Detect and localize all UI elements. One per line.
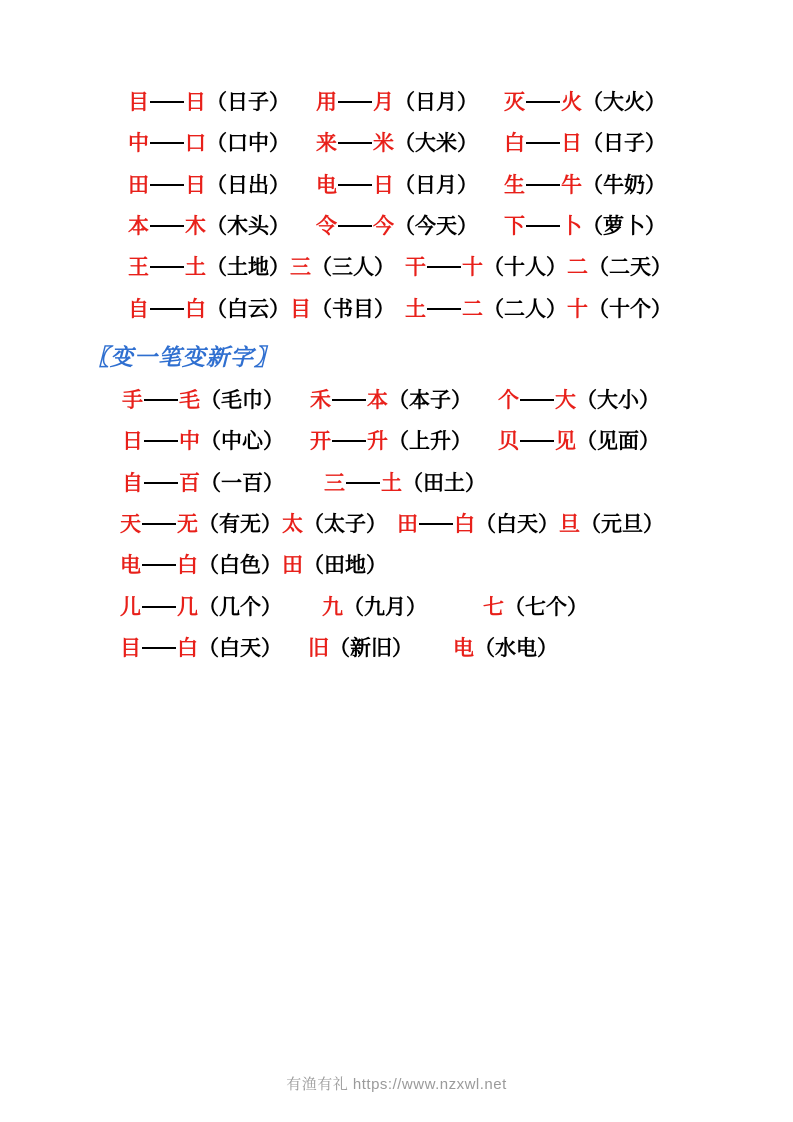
- arrow-dash: [150, 225, 184, 227]
- word-note: （日月）: [394, 172, 478, 197]
- source-char: 开: [310, 429, 331, 454]
- word-note: （白色）: [198, 553, 282, 578]
- word-note: （日子）: [206, 90, 290, 114]
- char-row: [60, 427, 733, 455]
- char-row: [60, 469, 733, 497]
- char-pair: [316, 129, 478, 157]
- arrow-dash: [526, 142, 560, 144]
- source-char: 七: [483, 594, 504, 619]
- arrow-dash: [526, 225, 560, 227]
- char-pair: [128, 129, 290, 157]
- target-char: 火: [561, 90, 582, 114]
- char-row: [60, 129, 733, 157]
- word-note: （九月）: [343, 594, 427, 619]
- source-char: 田: [397, 512, 418, 537]
- arrow-dash: [419, 523, 453, 525]
- source-char: 日: [122, 429, 143, 454]
- char-pair: [316, 88, 478, 116]
- word-note: （一百）: [200, 470, 284, 495]
- source-char: 自: [128, 296, 149, 321]
- arrow-dash: [142, 647, 176, 649]
- source-char: 目: [120, 636, 141, 661]
- word-note: （大米）: [394, 131, 478, 156]
- char-pair: [504, 171, 666, 199]
- target-char: 日: [561, 131, 582, 156]
- target-char: 日: [185, 172, 206, 197]
- char-pair: [128, 212, 290, 240]
- target-char: 日: [373, 172, 394, 197]
- char-pair: [405, 295, 567, 323]
- source-char: 三: [324, 470, 345, 495]
- arrow-dash: [427, 308, 461, 310]
- arrow-dash: [150, 184, 184, 186]
- source-char: 生: [504, 172, 525, 197]
- char-single: [483, 593, 588, 621]
- target-char: 中: [179, 429, 200, 454]
- arrow-dash: [150, 101, 184, 103]
- arrow-dash: [150, 308, 184, 310]
- word-note: （中心）: [200, 429, 284, 454]
- target-char: 十: [462, 255, 483, 280]
- arrow-dash: [144, 482, 178, 484]
- word-note: （牛奶）: [582, 172, 666, 197]
- char-pair: [498, 386, 660, 414]
- char-row: [60, 88, 733, 116]
- source-char: 目: [290, 296, 311, 321]
- char-pair: [504, 129, 666, 157]
- char-pair: [310, 386, 472, 414]
- word-note: （木头）: [206, 214, 290, 239]
- word-note: （三人）: [311, 255, 395, 280]
- arrow-dash: [332, 399, 366, 401]
- word-note: （今天）: [394, 214, 478, 239]
- word-note: （日月）: [394, 90, 478, 114]
- char-pair: [122, 386, 284, 414]
- source-char: 手: [122, 388, 143, 413]
- source-char: 旦: [559, 512, 580, 537]
- arrow-dash: [144, 440, 178, 442]
- word-note: （本子）: [388, 388, 472, 413]
- word-note: （见面）: [576, 429, 660, 454]
- word-note: （萝卜）: [582, 214, 666, 239]
- target-char: 米: [373, 131, 394, 156]
- source-char: 来: [316, 131, 337, 156]
- source-char: 三: [290, 255, 311, 280]
- word-note: （日子）: [582, 131, 666, 156]
- target-char: 大: [555, 388, 576, 413]
- arrow-dash: [338, 225, 372, 227]
- target-char: 升: [367, 429, 388, 454]
- word-note: （有无）: [198, 512, 282, 537]
- arrow-dash: [150, 266, 184, 268]
- char-row: [60, 295, 733, 323]
- target-char: 百: [179, 470, 200, 495]
- target-char: 月: [373, 90, 394, 114]
- source-char: 土: [405, 296, 426, 321]
- arrow-dash: [520, 440, 554, 442]
- source-char: 电: [316, 172, 337, 197]
- word-note: （田土）: [402, 470, 486, 495]
- target-char: 卜: [561, 214, 582, 239]
- char-pair: [316, 171, 478, 199]
- char-single: [282, 510, 387, 538]
- target-char: 白: [454, 512, 475, 537]
- target-char: 土: [185, 255, 206, 280]
- target-char: 日: [185, 90, 206, 114]
- target-char: 几: [177, 594, 198, 619]
- char-pair: [504, 88, 666, 116]
- source-char: 十: [567, 296, 588, 321]
- word-note: （元旦）: [580, 512, 664, 537]
- source-char: 灭: [504, 90, 525, 114]
- source-char: 下: [504, 214, 525, 239]
- arrow-dash: [332, 440, 366, 442]
- source-char: 儿: [120, 594, 141, 619]
- char-pair: [120, 510, 282, 538]
- char-row: [60, 171, 733, 199]
- source-char: 令: [316, 214, 337, 239]
- target-char: 白: [177, 553, 198, 578]
- arrow-dash: [520, 399, 554, 401]
- char-pair: [120, 593, 282, 621]
- word-note: （毛巾）: [200, 388, 284, 413]
- target-char: 白: [177, 636, 198, 661]
- word-note: （水电）: [474, 636, 558, 661]
- source-char: 王: [128, 255, 149, 280]
- arrow-dash: [346, 482, 380, 484]
- source-char: 田: [128, 172, 149, 197]
- source-char: 电: [120, 553, 141, 578]
- source-char: 用: [316, 90, 337, 114]
- char-single: [290, 253, 395, 281]
- word-note: （白天）: [198, 636, 282, 661]
- arrow-dash: [144, 399, 178, 401]
- char-row: [60, 634, 733, 662]
- char-pair: [128, 171, 290, 199]
- arrow-dash: [526, 184, 560, 186]
- word-note: （十人）: [483, 255, 567, 280]
- target-char: 二: [462, 296, 483, 321]
- char-pair: [128, 88, 290, 116]
- source-char: 禾: [310, 388, 331, 413]
- word-note: （书目）: [311, 296, 395, 321]
- source-char: 白: [504, 131, 525, 156]
- word-note: （二天）: [588, 255, 672, 280]
- char-pair: [397, 510, 559, 538]
- char-pair: [310, 427, 472, 455]
- arrow-dash: [338, 142, 372, 144]
- char-pair: [122, 427, 284, 455]
- word-note: （七个）: [504, 594, 588, 619]
- source-char: 九: [322, 594, 343, 619]
- word-note: （二人）: [483, 296, 567, 321]
- target-char: 无: [177, 512, 198, 537]
- source-char: 电: [453, 636, 474, 661]
- arrow-dash: [142, 564, 176, 566]
- char-pair: [120, 551, 282, 579]
- arrow-dash: [142, 523, 176, 525]
- char-pair: [504, 212, 666, 240]
- char-single: [290, 295, 395, 323]
- word-note: （口中）: [206, 131, 290, 156]
- word-note: （大火）: [582, 90, 666, 114]
- source-char: 自: [122, 470, 143, 495]
- word-note: （大小）: [576, 388, 660, 413]
- arrow-dash: [338, 101, 372, 103]
- char-single: [322, 593, 427, 621]
- target-char: 毛: [179, 388, 200, 413]
- target-char: 牛: [561, 172, 582, 197]
- target-char: 见: [555, 429, 576, 454]
- arrow-dash: [427, 266, 461, 268]
- arrow-dash: [150, 142, 184, 144]
- arrow-dash: [338, 184, 372, 186]
- source-char: 天: [120, 512, 141, 537]
- word-note: （田地）: [303, 553, 387, 578]
- source-char: 旧: [308, 636, 329, 661]
- char-pair: [128, 295, 290, 323]
- word-note: （日出）: [206, 172, 290, 197]
- char-single: [559, 510, 664, 538]
- footer-watermark: 有渔有礼 https://www.nzxwl.net: [286, 1076, 507, 1093]
- arrow-dash: [142, 606, 176, 608]
- target-char: 口: [185, 131, 206, 156]
- char-single: [567, 253, 672, 281]
- char-pair: [498, 427, 660, 455]
- char-single: [567, 295, 672, 323]
- char-row: [60, 510, 733, 538]
- char-row: [60, 212, 733, 240]
- char-pair: [120, 634, 282, 662]
- section-title: 〖变一笔变新字〗: [86, 344, 278, 371]
- char-pair: [316, 212, 478, 240]
- char-row: [60, 253, 733, 281]
- target-char: 木: [185, 214, 206, 239]
- source-char: 二: [567, 255, 588, 280]
- source-char: 本: [128, 214, 149, 239]
- char-row: [60, 593, 733, 621]
- source-char: 太: [282, 512, 303, 537]
- char-single: [282, 551, 387, 579]
- word-note: （白天）: [475, 512, 559, 537]
- source-char: 干: [405, 255, 426, 280]
- char-pair: [122, 469, 284, 497]
- arrow-dash: [526, 101, 560, 103]
- word-note: （几个）: [198, 594, 282, 619]
- char-single: [453, 634, 558, 662]
- char-pair: [128, 253, 290, 281]
- word-note: （太子）: [303, 512, 387, 537]
- char-pair: [324, 469, 486, 497]
- target-char: 白: [185, 296, 206, 321]
- source-char: 个: [498, 388, 519, 413]
- word-note: （十个）: [588, 296, 672, 321]
- word-note: （白云）: [206, 296, 290, 321]
- source-char: 贝: [498, 429, 519, 454]
- char-single: [308, 634, 413, 662]
- char-row: [60, 551, 733, 579]
- source-char: 田: [282, 553, 303, 578]
- target-char: 本: [367, 388, 388, 413]
- word-note: （上升）: [388, 429, 472, 454]
- source-char: 中: [128, 131, 149, 156]
- char-row: [60, 386, 733, 414]
- source-char: 目: [128, 90, 149, 114]
- target-char: 今: [373, 214, 394, 239]
- word-note: （土地）: [206, 255, 290, 280]
- target-char: 土: [381, 470, 402, 495]
- char-pair: [405, 253, 567, 281]
- word-note: （新旧）: [329, 636, 413, 661]
